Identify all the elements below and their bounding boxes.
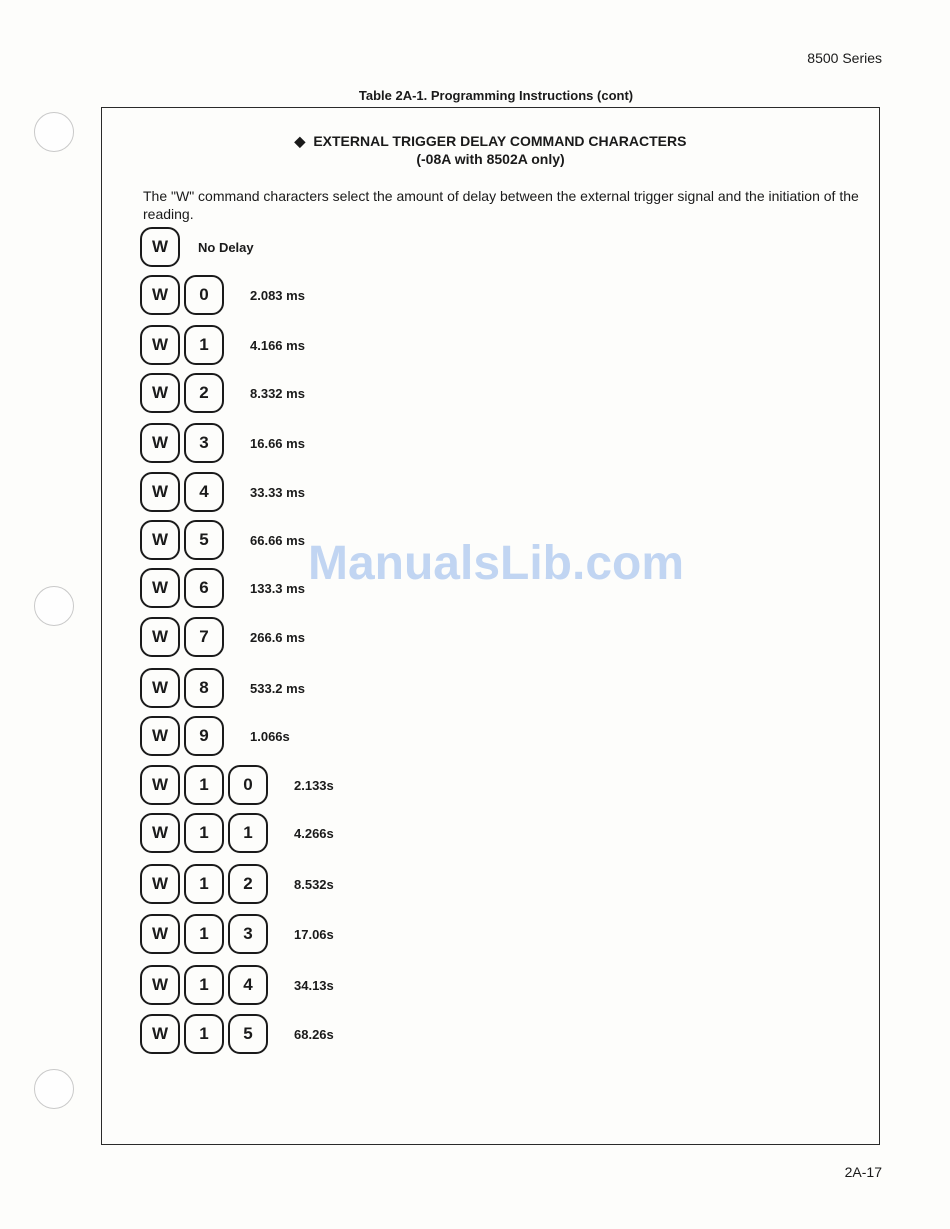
command-key: W <box>140 568 180 608</box>
key-sequence <box>140 813 268 853</box>
delay-value: 17.06s <box>294 926 334 942</box>
binder-hole-middle <box>34 586 74 626</box>
delay-value: No Delay <box>198 239 254 255</box>
key-sequence <box>140 275 224 315</box>
command-row <box>140 421 305 465</box>
command-row <box>140 912 334 956</box>
delay-value: 2.133s <box>294 777 334 793</box>
command-key: W <box>140 275 180 315</box>
command-key: W <box>140 617 180 657</box>
command-key: W <box>140 472 180 512</box>
command-key: 3 <box>184 423 224 463</box>
series-label: 8500 Series <box>807 50 882 66</box>
command-row <box>140 615 305 659</box>
command-key: 1 <box>184 813 224 853</box>
delay-value: 34.13s <box>294 977 334 993</box>
command-key: W <box>140 520 180 560</box>
key-sequence <box>140 325 224 365</box>
command-key: 1 <box>184 1014 224 1054</box>
command-key: 4 <box>184 472 224 512</box>
key-sequence <box>140 668 224 708</box>
delay-value: 2.083 ms <box>250 287 305 303</box>
key-sequence <box>140 472 224 512</box>
command-key: 1 <box>184 325 224 365</box>
command-row <box>140 371 305 415</box>
binder-hole-top <box>34 112 74 152</box>
watermark: ManualsLib.com <box>307 537 685 590</box>
delay-value: 133.3 ms <box>250 580 305 596</box>
command-key: 1 <box>184 914 224 954</box>
command-key: 9 <box>184 716 224 756</box>
command-key: 4 <box>228 965 268 1005</box>
key-sequence <box>140 716 224 756</box>
delay-value: 8.332 ms <box>250 385 305 401</box>
delay-value: 8.532s <box>294 876 334 892</box>
intro-paragraph: The "W" command characters select the amount of delay between the external trigger signal and the initiation of the reading. <box>143 188 859 222</box>
table-frame <box>101 107 880 1145</box>
command-key: 6 <box>184 568 224 608</box>
command-row <box>140 273 305 317</box>
command-key: 5 <box>184 520 224 560</box>
section-heading <box>102 132 879 168</box>
command-key: 7 <box>184 617 224 657</box>
command-key: 2 <box>184 373 224 413</box>
command-key: 3 <box>228 914 268 954</box>
key-sequence <box>140 617 224 657</box>
command-row <box>140 1012 334 1056</box>
command-key: 1 <box>184 864 224 904</box>
command-row <box>140 714 290 758</box>
key-sequence <box>140 423 224 463</box>
command-key: W <box>140 716 180 756</box>
command-key: W <box>140 227 180 267</box>
key-sequence <box>140 864 268 904</box>
key-sequence <box>140 965 268 1005</box>
delay-value: 1.066s <box>250 728 290 744</box>
command-key: 1 <box>228 813 268 853</box>
key-sequence <box>140 1014 268 1054</box>
command-row <box>140 811 334 855</box>
command-key: W <box>140 325 180 365</box>
command-key: 2 <box>228 864 268 904</box>
delay-value: 4.266s <box>294 825 334 841</box>
command-row <box>140 963 334 1007</box>
delay-value: 16.66 ms <box>250 435 305 451</box>
command-row <box>140 862 334 906</box>
command-key: W <box>140 765 180 805</box>
delay-value: 266.6 ms <box>250 629 305 645</box>
command-key: W <box>140 864 180 904</box>
delay-value: 66.66 ms <box>250 532 305 548</box>
command-row <box>140 763 334 807</box>
command-key: W <box>140 373 180 413</box>
key-sequence <box>140 373 224 413</box>
command-row <box>140 323 305 367</box>
command-key: 1 <box>184 765 224 805</box>
command-row <box>140 470 305 514</box>
command-row <box>140 666 305 710</box>
command-key: W <box>140 423 180 463</box>
key-sequence <box>140 914 268 954</box>
section-subtitle: (-08A with 8502A only) <box>416 151 565 167</box>
command-key: 0 <box>184 275 224 315</box>
command-key: 5 <box>228 1014 268 1054</box>
command-row <box>140 225 254 269</box>
delay-value: 533.2 ms <box>250 680 305 696</box>
delay-value: 68.26s <box>294 1026 334 1042</box>
table-title: Table 2A-1. Programming Instructions (cont) <box>358 88 634 103</box>
command-key: W <box>140 914 180 954</box>
section-title: EXTERNAL TRIGGER DELAY COMMAND CHARACTERS <box>313 133 687 149</box>
command-key: W <box>140 813 180 853</box>
command-key: 8 <box>184 668 224 708</box>
command-key: W <box>140 668 180 708</box>
key-sequence <box>140 765 268 805</box>
binder-hole-bottom <box>34 1069 74 1109</box>
command-key: 1 <box>184 965 224 1005</box>
page-number: 2A-17 <box>844 1164 882 1180</box>
diamond-icon: ◆ <box>294 133 306 149</box>
delay-value: 33.33 ms <box>250 484 305 500</box>
command-key: W <box>140 965 180 1005</box>
command-key: 0 <box>228 765 268 805</box>
delay-value: 4.166 ms <box>250 337 305 353</box>
key-sequence <box>140 227 180 267</box>
command-key: W <box>140 1014 180 1054</box>
